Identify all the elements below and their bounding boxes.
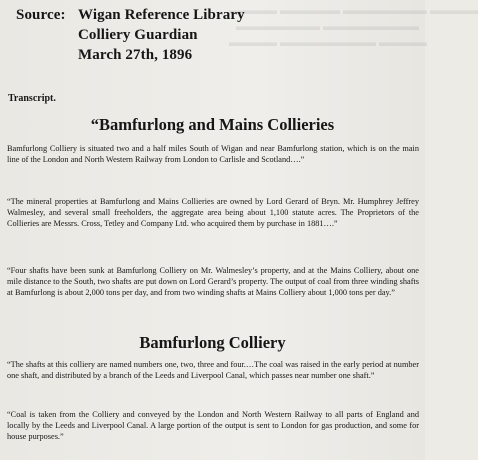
source-label: Source: [16,7,66,23]
source-header [16,5,245,65]
section-title-bamfurlong: Bamfurlong Colliery [139,333,286,352]
transcript-label: Transcript. [8,93,56,104]
source-library: Wigan Reference Library [78,7,245,23]
paragraph: Bamfurlong Colliery is situated two and a half miles South of Wigan and near Bamfurlong station, which is on the main line of the London and North Western Railway from London to Carlisle and Scotland….” [7,144,419,165]
paragraph: “Coal is taken from the Colliery and conveyed by the London and North Western Railway to all parts of England and locally by the Leeds and Liverpool Canal. A large portion of the output is sent to London for gas production, and some for house purposes.” [7,410,419,442]
paragraph: “The mineral properties at Bamfurlong and Mains Collieries are owned by Lord Gerard of Bryn. Mr. Humphrey Jeffrey Walmesley, and several small freeholders, the aggregate area being about 1,100 statute acres. The Proprietors of the Collieries are Messrs. Cross, Tetley and Company Ltd. who acquired them by purchase in 1881….” [7,197,419,229]
paragraph: “The shafts at this colliery are named numbers one, two, three and four.…The coal was raised in the early period at number one shaft, and distributed by a branch of the Leeds and Liverpool Canal, which passes near number one shaft.” [7,360,419,381]
source-date: March 27th, 1896 [78,47,193,63]
paragraph: “Four shafts have been sunk at Bamfurlong Colliery on Mr. Walmesley’s property, and at the Mains Colliery, about one mile distance to the South, two shafts are put down on Lord Gerard’s property. The output of coal from three winding shafts at Bamfurlong is about 2,000 tons per day, and from two winding shafts at Mains Colliery about 1,000 tons per day.” [7,266,419,298]
show-through-text: ▬▬▬▬ ▬▬▬▬▬ ▬▬▬▬▬▬▬ ▬▬▬▬ ▬▬▬▬▬▬▬ ▬▬▬▬▬▬▬▬ ▬▬▬▬ ▬▬▬▬▬▬▬▬ ▬▬▬▬ [229,3,478,49]
section-title-collieries: “Bamfurlong and Mains Collieries [90,115,335,134]
source-publication: Colliery Guardian [78,27,198,43]
